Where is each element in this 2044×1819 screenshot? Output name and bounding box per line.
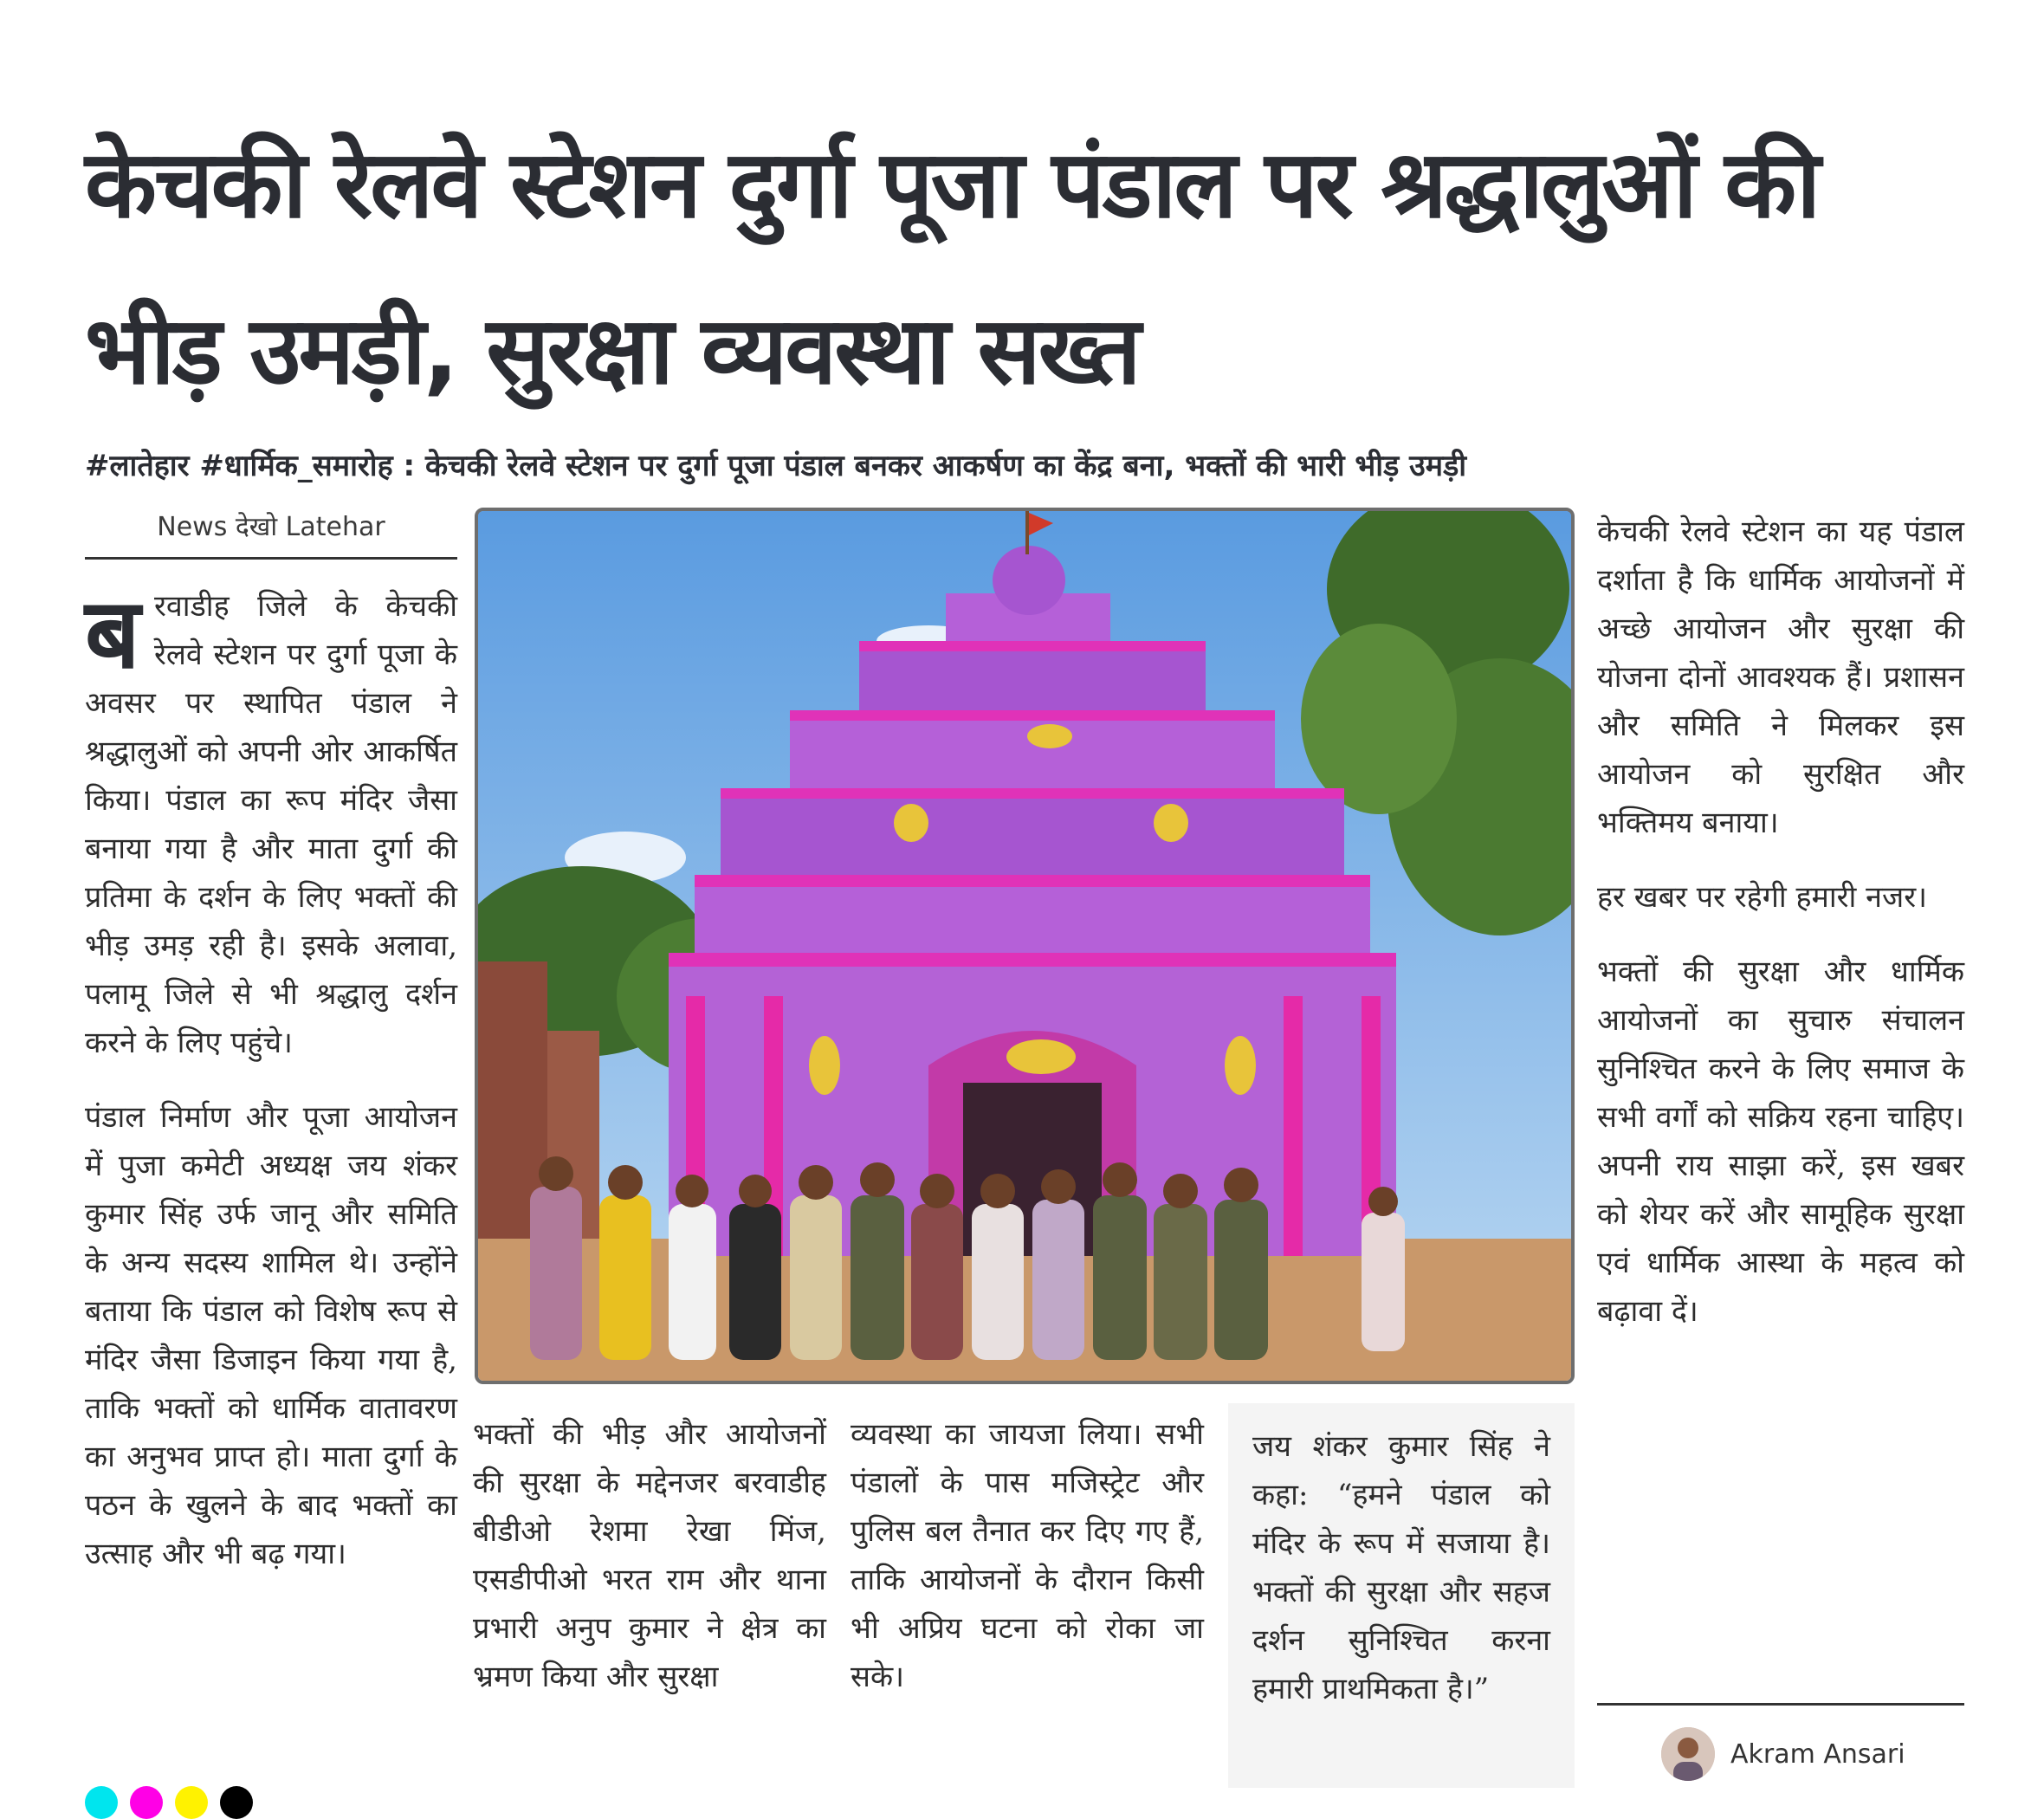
article-paragraph: भक्तों की भीड़ और आयोजनों की सुरक्षा के मद्देनजर बरवाडीह बीडीओ रेशमा रेखा मिंज, एसडीपीओ भरत राम और थाना प्रभारी अनुप कुमार ने क्षेत्र का भ्रमण किया और सुरक्षा — [473, 1417, 826, 1694]
avatar — [1661, 1727, 1715, 1781]
pandal-photo-illustration — [478, 511, 1571, 1381]
magenta-swatch — [130, 1786, 163, 1819]
cyan-swatch — [85, 1786, 118, 1819]
black-swatch — [220, 1786, 253, 1819]
article-column-2 — [473, 1410, 826, 1727]
news-photo — [475, 508, 1575, 1384]
subheadline: #लातेहार #धार्मिक_समारोह : केचकी रेलवे स्टेशन पर दुर्गा पूजा पंडाल बनकर आकर्षण का केंद्र बना, भक्तों की भारी भीड़ उमड़ी — [85, 449, 1467, 483]
yellow-swatch — [175, 1786, 208, 1819]
pull-quote-text: जय शंकर कुमार सिंह ने कहा: “हमने पंडाल को मंदिर के रूप में सजाया है। भक्तों की सुरक्षा और सहज दर्शन सुनिश्चित करना हमारी प्राथमिकता है।” — [1252, 1429, 1550, 1706]
byline: News देखो Latehar — [85, 505, 457, 560]
article-paragraph: व्यवस्था का जायजा लिया। सभी पंडालों के पास मजिस्ट्रेट और पुलिस बल तैनात कर दिए गए हैं, ताकि आयोजनों के दौरान किसी भी अप्रिय घटना को रोका जा सके। — [851, 1417, 1204, 1694]
author-credit — [1661, 1724, 1905, 1784]
article-paragraph: रवाडीह जिले के केचकी रेलवे स्टेशन पर दुर्गा पूजा के अवसर पर स्थापित पंडाल ने श्रद्धालुओं को अपनी ओर आकर्षित किया। पंडाल का रूप मंदिर जैसा बनाया गया है और माता दुर्गा की प्रतिमा के दर्शन के लिए भक्तों की भीड़ उमड़ रही है। इसके अलावा, पलामू जिले से भी श्रद्धालु दर्शन करने के लिए पहुंचे। — [85, 589, 457, 1060]
pull-quote-box — [1228, 1403, 1575, 1788]
article-paragraph: पंडाल निर्माण और पूजा आयोजन में पुजा कमेटी अध्यक्ष जय शंकर कुमार सिंह उर्फ जानू और समिति के अन्य सदस्य शामिल थे। उन्होंने बताया कि पंडाल को विशेष रूप से मंदिर जैसा डिजाइन किया गया है, ताकि भक्तों को धार्मिक वातावरण का अनुभव प्राप्त हो। माता दुर्गा के पठन के खुलने के बाद भक्तों का उत्साह और भी बढ़ गया। — [85, 1100, 457, 1571]
article-column-3 — [851, 1410, 1204, 1727]
headline: केचकी रेलवे स्टेशन दुर्गा पूजा पंडाल पर श्रद्धालुओं की भीड़ उमड़ी, सुरक्षा व्यवस्था सख्त — [85, 131, 1819, 405]
author-divider — [1597, 1703, 1964, 1706]
drop-cap: ब — [85, 578, 140, 690]
author-name: Akram Ansari — [1730, 1738, 1905, 1770]
article-column-4 — [1597, 508, 1964, 1362]
print-color-swatches — [85, 1786, 253, 1819]
article-column-1 — [85, 578, 457, 1604]
article-paragraph: हर खबर पर रहेगी हमारी नजर। — [1597, 880, 1928, 915]
article-paragraph: केचकी रेलवे स्टेशन का यह पंडाल दर्शाता है कि धार्मिक आयोजनों में अच्छे आयोजन और सुरक्षा की योजना दोनों आवश्यक हैं। प्रशासन और समिति ने मिलकर इस आयोजन को सुरक्षित और भक्तिमय बनाया। — [1597, 515, 1964, 840]
article-paragraph: भक्तों की सुरक्षा और धार्मिक आयोजनों का सुचारु संचालन सुनिश्चित करने के लिए समाज के सभी वर्गों को सक्रिय रहना चाहिए। अपनी राय साझा करें, इस खबर को शेयर करें और सामूहिक सुरक्षा एवं धार्मिक आस्था के महत्व को बढ़ावा दें। — [1597, 955, 1964, 1329]
